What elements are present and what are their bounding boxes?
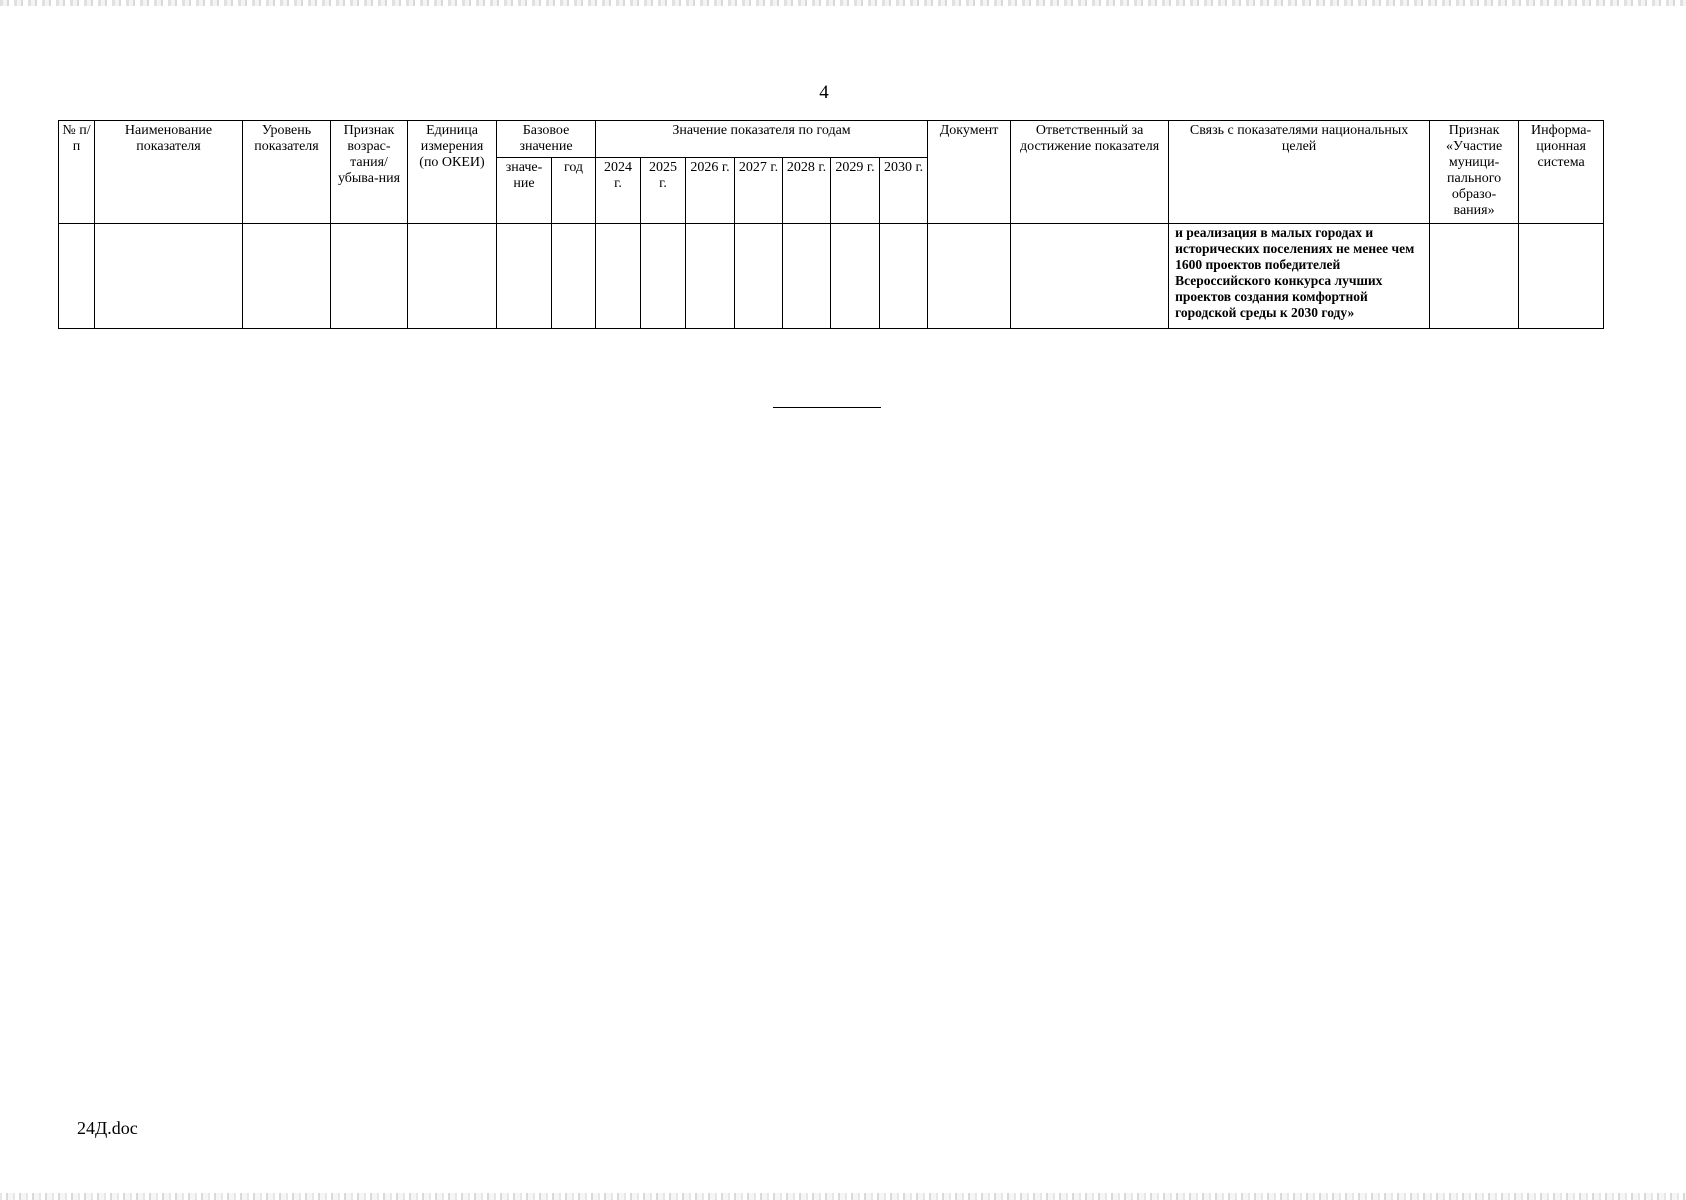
header-num: № п/п <box>59 121 95 224</box>
page-number: 4 <box>819 82 829 103</box>
indicator-table <box>58 120 1604 329</box>
header-year-2029: 2029 г. <box>831 158 880 224</box>
cell-document <box>928 224 1011 329</box>
header-level: Уровень показателя <box>243 121 331 224</box>
cell-responsible <box>1011 224 1169 329</box>
header-document: Документ <box>928 121 1011 224</box>
header-year-2026: 2026 г. <box>686 158 735 224</box>
cell-num <box>59 224 95 329</box>
header-year-2027: 2027 г. <box>735 158 783 224</box>
cell-year-2024 <box>596 224 641 329</box>
header-row-1 <box>59 121 1604 158</box>
header-year-2025: 2025 г. <box>641 158 686 224</box>
header-base-year: год <box>552 158 596 224</box>
header-base-value: значе-ние <box>497 158 552 224</box>
header-name: Наименование показателя <box>95 121 243 224</box>
cell-year-2028 <box>783 224 831 329</box>
cell-year-2027 <box>735 224 783 329</box>
cell-year-2030 <box>880 224 928 329</box>
footer-rule <box>773 407 881 408</box>
header-info-system: Информа-ционная система <box>1519 121 1604 224</box>
header-trend: Признак возрас-тания/ убыва-ния <box>331 121 408 224</box>
header-link: Связь с показателями национальных целей <box>1169 121 1430 224</box>
scan-edge-bottom <box>0 1193 1686 1200</box>
cell-level <box>243 224 331 329</box>
header-years-group: Значение показателя по годам <box>596 121 928 158</box>
cell-unit <box>408 224 497 329</box>
scan-edge-top <box>0 0 1686 6</box>
header-municipal: Признак «Участие муници-пального образо-вания» <box>1430 121 1519 224</box>
header-base: Базовое значение <box>497 121 596 158</box>
cell-trend <box>331 224 408 329</box>
cell-year-2029 <box>831 224 880 329</box>
header-responsible: Ответственный за достижение показателя <box>1011 121 1169 224</box>
header-year-2028: 2028 г. <box>783 158 831 224</box>
header-unit: Единица измерения (по ОКЕИ) <box>408 121 497 224</box>
cell-base-value <box>497 224 552 329</box>
cell-year-2026 <box>686 224 735 329</box>
cell-municipal <box>1430 224 1519 329</box>
cell-link-continuation: и реализация в малых городах и исторических поселениях не менее чем 1600 проектов победителей Всероссийского конкурса лучших проектов создания комфортной городской среды к 2030 году» <box>1169 224 1430 329</box>
cell-name <box>95 224 243 329</box>
file-name: 24Д.doc <box>77 1118 138 1138</box>
header-year-2030: 2030 г. <box>880 158 928 224</box>
header-year-2024: 2024 г. <box>596 158 641 224</box>
cell-info-system <box>1519 224 1604 329</box>
table-row <box>59 224 1604 329</box>
cell-base-year <box>552 224 596 329</box>
cell-year-2025 <box>641 224 686 329</box>
